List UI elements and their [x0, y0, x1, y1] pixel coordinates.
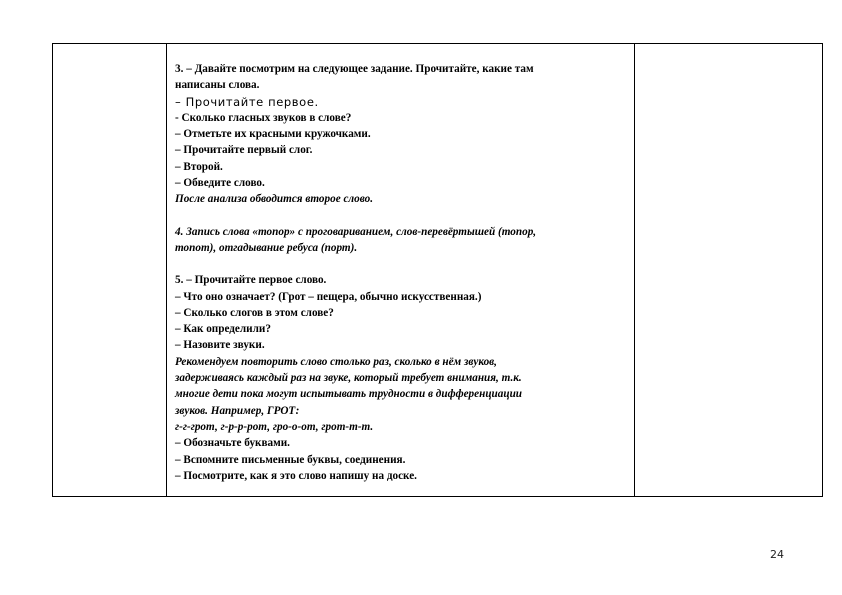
- lesson-text: [167, 44, 634, 484]
- text-line: – Прочитайте первый слог.: [175, 144, 313, 157]
- text-line: После анализа обводится второе слово.: [175, 193, 373, 206]
- text-line: звуков. Например, ГРОТ:: [175, 404, 300, 417]
- lesson-table: [52, 43, 823, 497]
- table-row: [53, 44, 823, 497]
- text-line: – Посмотрите, как я это слово напишу на доске.: [175, 469, 417, 482]
- paragraph-gap: [175, 256, 630, 272]
- text-line: многие дети пока могут испытывать трудности в дифференциации: [175, 388, 523, 401]
- text-line: – Обозначьте буквами.: [175, 437, 290, 450]
- text-line: - Сколько гласных звуков в слове?: [175, 111, 352, 124]
- text-line: – Назовите звуки.: [175, 339, 265, 352]
- text-line: написаны слова.: [175, 79, 260, 92]
- text-line: – Обведите слово.: [175, 177, 265, 190]
- text-line: 5. – Прочитайте первое слово.: [175, 274, 327, 287]
- paragraph-gap: [175, 208, 630, 224]
- text-line: 4. Запись слова «топор» с проговариванием, слов-перевёртышей (топор,: [175, 225, 537, 238]
- text-line: – Прочитайте первое.: [175, 94, 319, 109]
- text-line: г-г-грот, г-р-р-рот, гро-о-от, грот-т-т.: [175, 420, 374, 433]
- stage-cell: [53, 44, 167, 497]
- text-line: – Сколько слогов в этом слове?: [175, 306, 334, 319]
- text-line: топот), отгадывание ребуса (порт).: [175, 241, 358, 254]
- page-number: 24: [770, 548, 784, 561]
- text-line: – Отметьте их красными кружочками.: [175, 128, 371, 141]
- text-line: 3. – Давайте посмотрим на следующее задание. Прочитайте, какие там: [175, 63, 534, 75]
- text-line: задерживаясь каждый раз на звуке, который требует внимания, т.к.: [175, 372, 522, 385]
- notes-cell: [635, 44, 823, 497]
- text-line: – Как определили?: [175, 323, 271, 336]
- text-line: – Второй.: [175, 160, 223, 173]
- text-line: Рекомендуем повторить слово столько раз, сколько в нём звуков,: [175, 355, 497, 368]
- text-line: – Вспомните письменные буквы, соединения.: [175, 453, 406, 466]
- text-line: – Что оно означает? (Грот – пещера, обычно искусственная.): [175, 290, 482, 303]
- teacher-activity-cell: [167, 44, 635, 497]
